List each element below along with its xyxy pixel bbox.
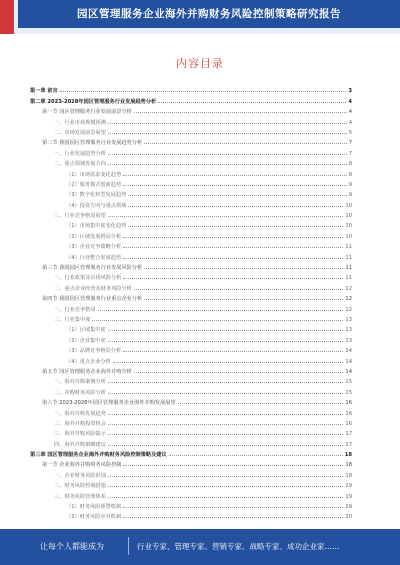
toc-entry[interactable] bbox=[30, 157, 352, 167]
toc-entry-label: 第三章 园区管理服务企业海外并购财务风险控制策略及建议 bbox=[30, 452, 167, 459]
toc-entry[interactable] bbox=[30, 344, 352, 354]
toc-entry-label: （4）行业整合发展趋势 bbox=[66, 254, 122, 261]
footer bbox=[0, 529, 400, 565]
toc-entry-page: 14 bbox=[345, 348, 352, 355]
toc-entry-label: 一、海外并购发展趋势 bbox=[54, 410, 106, 417]
toc-entry-label: 第二章 2023-2028年园区管理服务行业发展趋势分析 bbox=[30, 98, 157, 105]
toc-entry[interactable] bbox=[30, 240, 352, 250]
toc-entry-page: 15 bbox=[345, 379, 352, 386]
toc-leader-dots bbox=[108, 476, 344, 477]
toc-entry[interactable] bbox=[30, 489, 352, 499]
toc-entry[interactable] bbox=[30, 365, 352, 375]
toc-leader-dots bbox=[134, 372, 344, 373]
toc-entry-label: 一、行业发展趋势分析 bbox=[54, 150, 106, 157]
toc-entry-label: 二、并购财务风险分析 bbox=[54, 389, 106, 396]
toc-entry-label: 第一节 园区管理服务行业发展前景分析 bbox=[42, 109, 132, 116]
toc-entry-page: 14 bbox=[345, 368, 352, 375]
toc-entry[interactable] bbox=[30, 219, 352, 229]
toc-entry[interactable] bbox=[30, 178, 352, 188]
toc-entry-label: （4）重点企业分析 bbox=[66, 358, 111, 365]
toc-entry-label: 第四节 我国园区管理服务行业重点企业分析 bbox=[42, 296, 143, 303]
toc-entry-label: 二、行业集中度 bbox=[54, 316, 91, 323]
toc-leader-dots bbox=[169, 455, 343, 456]
toc-entry-page: 12 bbox=[345, 296, 352, 303]
toc-leader-dots bbox=[108, 216, 344, 217]
toc-leader-dots bbox=[108, 341, 344, 342]
toc-entry-label: 三、财务风险管理体系 bbox=[54, 493, 106, 500]
toc-entry[interactable] bbox=[30, 261, 352, 271]
toc-entry-label: 三、行业竞争格局展望 bbox=[54, 213, 106, 220]
toc-entry-page: 4 bbox=[348, 109, 352, 116]
toc-entry-page: 10 bbox=[345, 213, 352, 220]
toc-entry-page: 18 bbox=[344, 452, 352, 459]
toc-heading: 内容目录 bbox=[176, 57, 224, 70]
toc-leader-dots bbox=[178, 403, 344, 404]
toc-leader-dots bbox=[108, 330, 344, 331]
toc-entry-label: （2）财务风险应对机制 bbox=[66, 514, 122, 521]
toc-leader-dots bbox=[123, 185, 347, 186]
toc-entry-label: （2）服务模式创新趋势 bbox=[66, 181, 122, 188]
toc-entry-page: 8 bbox=[348, 161, 352, 168]
toc-leader-dots bbox=[60, 91, 347, 92]
toc-entry-page: 17 bbox=[345, 431, 352, 438]
toc-entry-label: （1）区域集中度 bbox=[66, 327, 106, 334]
toc-entry-page: 10 bbox=[345, 202, 352, 209]
toc-leader-dots bbox=[108, 434, 344, 435]
toc-leader-dots bbox=[123, 351, 343, 352]
toc-leader-dots bbox=[123, 465, 343, 466]
toc-entry-label: 第一章 前言 bbox=[30, 88, 58, 95]
toc-entry[interactable] bbox=[30, 313, 352, 323]
toc-leader-dots bbox=[158, 102, 346, 103]
toc-entry-label: （1）市场集中度变化趋势 bbox=[66, 223, 127, 230]
toc-entry-label: 二、海外并购投资机会 bbox=[54, 420, 106, 427]
toc-entry-page: 12 bbox=[345, 285, 352, 292]
toc-entry[interactable] bbox=[30, 385, 352, 395]
toc-entry-label: 第二节 我国园区管理服务行业发展趋势分析 bbox=[42, 140, 143, 147]
toc-entry-label: （1）市场需求变化趋势 bbox=[66, 171, 122, 178]
toc-entry-page: 16 bbox=[345, 410, 352, 417]
toc-entry[interactable] bbox=[30, 437, 352, 447]
report-title: 园区管理服务企业海外并购财务风险控制策略研究报告 bbox=[77, 8, 341, 20]
toc-entry-label: （1）财务风险预警机制 bbox=[66, 504, 122, 511]
toc-entry-page: 8 bbox=[348, 171, 352, 178]
toc-leader-dots bbox=[108, 414, 344, 415]
toc-entry-label: 一、行业政策及市场风险分析 bbox=[54, 275, 122, 282]
toc-entry[interactable] bbox=[30, 126, 352, 136]
toc-leader-dots bbox=[108, 154, 347, 155]
toc-entry[interactable] bbox=[30, 84, 352, 94]
toc-entry-page: 19 bbox=[345, 483, 352, 490]
toc-entry-page: 9 bbox=[348, 192, 352, 199]
toc-leader-dots bbox=[144, 268, 343, 269]
table-of-contents bbox=[30, 84, 352, 520]
toc-entry[interactable] bbox=[30, 396, 352, 406]
toc-entry-page: 4 bbox=[348, 119, 352, 126]
toc-leader-dots bbox=[144, 143, 346, 144]
toc-entry[interactable] bbox=[30, 479, 352, 489]
header-accent bbox=[0, 0, 14, 34]
toc-entry-page: 18 bbox=[345, 462, 352, 469]
toc-entry[interactable] bbox=[30, 146, 352, 156]
toc-entry-page: 12 bbox=[345, 306, 352, 313]
toc-entry-page: 18 bbox=[345, 472, 352, 479]
toc-leader-dots bbox=[123, 247, 343, 248]
toc-entry-label: （3）品牌竞争格局分析 bbox=[66, 348, 122, 355]
toc-leader-dots bbox=[108, 424, 344, 425]
toc-entry-label: 第五节 园区管理服务企业海外并购分析 bbox=[42, 368, 132, 375]
toc-entry[interactable] bbox=[30, 136, 352, 146]
toc-entry-label: 一、行业市场规模预测 bbox=[54, 119, 106, 126]
toc-entry-page: 7 bbox=[348, 150, 352, 157]
toc-entry-label: 二、重点企业经营及财务风险分析 bbox=[54, 285, 132, 292]
toc-entry-page: 11 bbox=[345, 244, 352, 251]
toc-entry[interactable] bbox=[30, 167, 352, 177]
toc-entry-page: 19 bbox=[345, 504, 352, 511]
toc-leader-dots bbox=[123, 258, 343, 259]
toc-entry-page: 7 bbox=[348, 140, 352, 147]
toc-entry[interactable] bbox=[30, 271, 352, 281]
toc-leader-dots bbox=[128, 195, 346, 196]
footer-slogan: 让每个人都能成为 bbox=[40, 542, 104, 551]
toc-entry[interactable] bbox=[30, 500, 352, 510]
toc-entry[interactable] bbox=[30, 510, 352, 520]
toc-leader-dots bbox=[108, 123, 347, 124]
toc-entry-page: 13 bbox=[345, 327, 352, 334]
toc-entry-label: 第三节 我国园区管理服务行业发展风险分析 bbox=[42, 265, 143, 272]
toc-entry-page: 15 bbox=[345, 389, 352, 396]
toc-entry-page: 13 bbox=[345, 337, 352, 344]
toc-entry[interactable] bbox=[30, 458, 352, 468]
toc-entry[interactable] bbox=[30, 468, 352, 478]
toc-entry[interactable] bbox=[30, 198, 352, 208]
toc-entry-label: （2）企业集中度 bbox=[66, 337, 106, 344]
toc-entry[interactable] bbox=[30, 94, 352, 104]
toc-leader-dots bbox=[123, 517, 343, 518]
toc-entry[interactable] bbox=[30, 448, 352, 458]
toc-entry-label: （3）企业竞争策略分析 bbox=[66, 244, 122, 251]
toc-entry-page: 5 bbox=[348, 129, 352, 136]
toc-leader-dots bbox=[108, 164, 347, 165]
toc-leader-dots bbox=[123, 175, 347, 176]
toc-entry[interactable] bbox=[30, 105, 352, 115]
toc-entry[interactable] bbox=[30, 250, 352, 260]
toc-leader-dots bbox=[92, 320, 343, 321]
toc-entry[interactable] bbox=[30, 209, 352, 219]
toc-entry-page: 9 bbox=[348, 181, 352, 188]
footer-divider bbox=[128, 537, 129, 555]
toc-entry[interactable] bbox=[30, 375, 352, 385]
toc-leader-dots bbox=[113, 362, 344, 363]
toc-leader-dots bbox=[134, 289, 344, 290]
toc-entry-page: 10 bbox=[345, 223, 352, 230]
toc-entry-page: 13 bbox=[345, 316, 352, 323]
toc-leader-dots bbox=[108, 133, 347, 134]
toc-entry-label: 四、海外并购策略建议 bbox=[54, 441, 106, 448]
toc-leader-dots bbox=[108, 486, 344, 487]
toc-entry-label: 三、海外并购风险提示 bbox=[54, 431, 106, 438]
toc-entry[interactable] bbox=[30, 188, 352, 198]
toc-entry[interactable] bbox=[30, 406, 352, 416]
toc-entry-label: 一、企业财务风险识别 bbox=[54, 472, 106, 479]
toc-entry-page: 3 bbox=[348, 88, 352, 95]
toc-entry[interactable] bbox=[30, 292, 352, 302]
toc-entry-label: （2）区域发展格局分析 bbox=[66, 233, 122, 240]
toc-entry[interactable] bbox=[30, 427, 352, 437]
toc-entry[interactable] bbox=[30, 115, 352, 125]
toc-entry[interactable] bbox=[30, 417, 352, 427]
toc-leader-dots bbox=[108, 393, 344, 394]
toc-entry-page: 16 bbox=[345, 400, 352, 407]
toc-leader-dots bbox=[108, 445, 344, 446]
toc-leader-dots bbox=[123, 278, 343, 279]
toc-entry-page: 17 bbox=[345, 441, 352, 448]
toc-leader-dots bbox=[108, 382, 344, 383]
toc-entry-label: 二、重点领域发展方向 bbox=[54, 161, 106, 168]
toc-entry-label: 第六节 2023-2028年园区管理服务企业海外并购发展展望 bbox=[42, 400, 176, 407]
toc-entry-page: 19 bbox=[345, 493, 352, 500]
toc-entry-page: 20 bbox=[345, 514, 352, 521]
footer-tagline: 行业专家、管理专家、营销专家、战略专家、成功企业家…… bbox=[137, 542, 340, 551]
toc-leader-dots bbox=[128, 206, 343, 207]
toc-entry-page: 4 bbox=[348, 98, 352, 105]
toc-leader-dots bbox=[134, 112, 347, 113]
toc-entry-page: 11 bbox=[345, 254, 352, 261]
toc-leader-dots bbox=[98, 310, 344, 311]
toc-entry-page: 10 bbox=[345, 233, 352, 240]
toc-entry-label: 第一节 企业海外并购财务风险控制 bbox=[42, 462, 122, 469]
toc-leader-dots bbox=[144, 299, 343, 300]
header bbox=[0, 0, 400, 34]
toc-leader-dots bbox=[108, 497, 344, 498]
toc-entry-page: 11 bbox=[345, 265, 352, 272]
toc-entry[interactable] bbox=[30, 354, 352, 364]
toc-leader-dots bbox=[123, 507, 343, 508]
toc-entry[interactable] bbox=[30, 281, 352, 291]
toc-entry-label: 一、行业竞争格局 bbox=[54, 306, 96, 313]
toc-entry-page: 14 bbox=[345, 358, 352, 365]
toc-entry-label: 一、海外并购案例分析 bbox=[54, 379, 106, 386]
toc-leader-dots bbox=[128, 226, 343, 227]
toc-entry-page: 16 bbox=[345, 420, 352, 427]
toc-entry[interactable] bbox=[30, 229, 352, 239]
toc-entry[interactable] bbox=[30, 323, 352, 333]
toc-entry[interactable] bbox=[30, 302, 352, 312]
toc-leader-dots bbox=[123, 237, 343, 238]
toc-entry-label: 二、市场发展前景展望 bbox=[54, 129, 106, 136]
toc-entry[interactable] bbox=[30, 333, 352, 343]
toc-entry-label: （3）数字化转型发展趋势 bbox=[66, 192, 127, 199]
toc-entry-page: 11 bbox=[345, 275, 352, 282]
toc-entry-label: 二、财务风险控制措施 bbox=[54, 483, 106, 490]
toc-entry-label: （4）投资方向与重点领域 bbox=[66, 202, 127, 209]
